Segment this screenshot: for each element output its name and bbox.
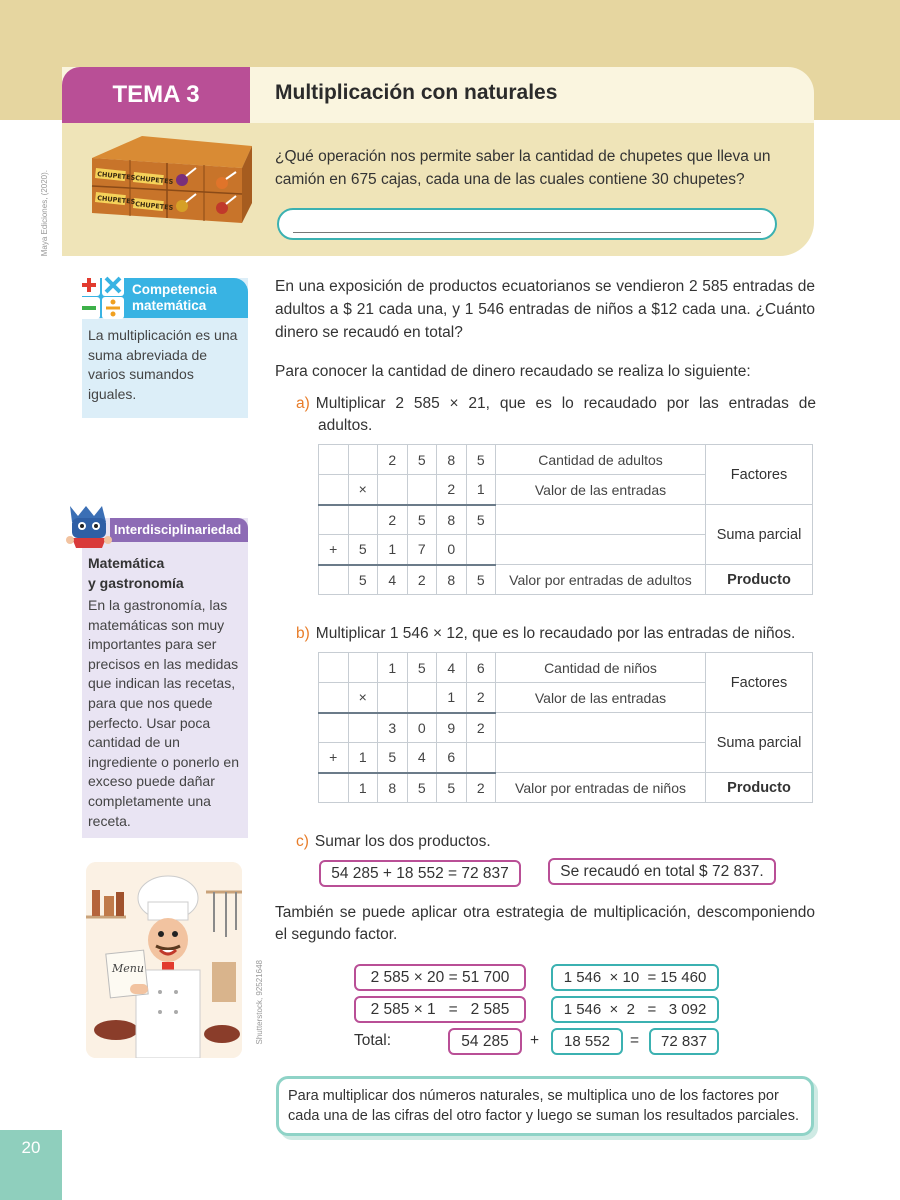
page-title: Multiplicación con naturales <box>275 81 558 104</box>
sum-equation-box: 54 285 + 18 552 = 72 837 <box>319 860 521 887</box>
digit-cell <box>319 653 349 683</box>
step-a-line2: adultos. <box>318 417 373 434</box>
digit-cell: 8 <box>437 505 467 535</box>
step-b-text: Multiplicar 1 546 × 12, que es lo recaudado por las entradas de niños. <box>315 625 796 642</box>
digit-cell <box>407 475 437 505</box>
digit-cell: 0 <box>407 713 437 743</box>
digit-cell: 5 <box>378 743 408 773</box>
subtitle-line1: Matemática <box>88 555 165 571</box>
digit-cell: 4 <box>407 743 437 773</box>
description-cell <box>496 505 706 535</box>
description-cell: Valor por entradas de adultos <box>496 565 706 595</box>
decomposition-right-1: 1 546 × 10 = 15 460 <box>551 964 719 991</box>
digit-cell: 2 <box>466 683 496 713</box>
digit-cell: 9 <box>437 713 467 743</box>
description-cell <box>496 743 706 773</box>
table-row <box>319 445 813 475</box>
digit-cell: 5 <box>407 773 437 803</box>
step-c <box>296 831 491 853</box>
digit-cell: 1 <box>348 743 378 773</box>
chef-illustration <box>86 862 242 1058</box>
digit-cell: 1 <box>437 683 467 713</box>
multiplication-table-a <box>318 444 813 595</box>
digit-cell: 2 <box>378 445 408 475</box>
digit-cell: 2 <box>378 505 408 535</box>
step-c-letter: c) <box>296 833 309 850</box>
total-ninos-box: 18 552 <box>551 1028 623 1055</box>
description-cell: Valor de las entradas <box>496 475 706 505</box>
digit-cell <box>319 445 349 475</box>
competencia-title-line1: Competencia <box>132 282 217 297</box>
digit-cell: 5 <box>348 565 378 595</box>
digit-cell <box>378 475 408 505</box>
digit-cell: 5 <box>437 773 467 803</box>
interdisciplinariedad-subtitle <box>88 553 238 593</box>
digit-cell <box>466 743 496 773</box>
digit-cell: 1 <box>378 653 408 683</box>
factores-label: Factores <box>706 653 813 713</box>
interdisciplinariedad-title: Interdisciplinariedad <box>114 522 242 537</box>
total-label: Total: <box>354 1032 392 1049</box>
box-label: CHUPETES <box>134 174 174 186</box>
digit-cell <box>319 475 349 505</box>
digit-cell <box>407 683 437 713</box>
digit-cell <box>319 565 349 595</box>
plus-sign: + <box>530 1032 540 1049</box>
decomposition-right-2: 1 546 × 2 = 3 092 <box>551 996 719 1023</box>
digit-cell: × <box>348 683 378 713</box>
digit-cell: 5 <box>466 565 496 595</box>
digit-cell: 5 <box>466 445 496 475</box>
multiplication-table-b <box>318 652 813 803</box>
competencia-title-line2: matemática <box>132 298 207 313</box>
subtitle-line2: y gastronomía <box>88 575 184 591</box>
producto-label: Producto <box>706 773 813 803</box>
page-number: 20 <box>21 1138 41 1157</box>
digit-cell <box>466 535 496 565</box>
digit-cell <box>348 445 378 475</box>
table-row <box>319 713 813 743</box>
competencia-text: La multiplicación es una suma abreviada de varios sumandos iguales. <box>88 327 238 402</box>
digit-cell: 8 <box>437 445 467 475</box>
lead-text: Para conocer la cantidad de dinero recaudado se realiza lo siguiente: <box>275 363 751 380</box>
suma-parcial-label: Suma parcial <box>706 505 813 565</box>
digit-cell: 2 <box>466 713 496 743</box>
digit-cell: × <box>348 475 378 505</box>
digit-cell: 8 <box>378 773 408 803</box>
digit-cell: + <box>319 743 349 773</box>
step-c-text: Sumar los dos productos. <box>314 833 491 850</box>
description-cell: Cantidad de niños <box>496 653 706 683</box>
book-mascot-icon <box>64 502 114 552</box>
digit-cell: 2 <box>466 773 496 803</box>
digit-cell: 1 <box>378 535 408 565</box>
table-row <box>319 653 813 683</box>
table-row <box>319 565 813 595</box>
digit-cell: 1 <box>348 773 378 803</box>
digit-cell <box>348 653 378 683</box>
rule-text: Para multiplicar dos números naturales, se multiplica uno de los factores por cada una de las cifras del otro factor y luego se suman los resultados parciales. <box>288 1088 799 1124</box>
table-row <box>319 773 813 803</box>
digit-cell: 5 <box>407 505 437 535</box>
description-cell <box>496 535 706 565</box>
math-operations-icon <box>76 272 128 320</box>
box-label: CHUPETES <box>96 170 136 182</box>
equals-sign: = <box>630 1032 640 1049</box>
image-credit: Maya Ediciones, (2020). <box>40 170 49 257</box>
digit-cell: 6 <box>466 653 496 683</box>
digit-cell <box>378 683 408 713</box>
digit-cell <box>319 505 349 535</box>
sum-result-box: Se recaudó en total $ 72 837. <box>548 858 776 885</box>
problem-statement: En una exposición de productos ecuatorianos se vendieron 2 585 entradas de adultos a $ 21 cada una, y 1 546 entradas de niños a $12 cada una. ¿Cuánto dinero se recaudó en total? <box>275 278 815 341</box>
description-cell: Valor de las entradas <box>496 683 706 713</box>
digit-cell: 8 <box>437 565 467 595</box>
description-cell <box>496 713 706 743</box>
digit-cell <box>319 683 349 713</box>
factores-label: Factores <box>706 445 813 505</box>
answer-field[interactable] <box>277 208 777 240</box>
digit-cell <box>319 773 349 803</box>
table-row <box>319 505 813 535</box>
digit-cell: + <box>319 535 349 565</box>
digit-cell: 7 <box>407 535 437 565</box>
interdisciplinariedad-text: En la gastronomía, las matemáticas son muy importantes para ser precisos en las medidas que indican las recetas, para que nos quede perfecto. Usar poca cantidad de un ingrediente o ponerlo en exceso puede dañar completamente una receta. <box>88 597 240 829</box>
digit-cell: 5 <box>407 653 437 683</box>
menu-text: Menu <box>112 962 144 975</box>
step-a <box>296 393 816 437</box>
alt-strategy-text: También se puede aplicar otra estrategia de multiplicación, descomponiendo el segundo factor. <box>275 904 815 943</box>
digit-cell: 5 <box>407 445 437 475</box>
image-credit: Shutterstock, 92521648 <box>255 960 264 1045</box>
step-a-line1: Multiplicar 2 585 × 21, que es lo recaudado por las entradas de <box>315 395 816 412</box>
digit-cell: 3 <box>378 713 408 743</box>
digit-cell <box>348 505 378 535</box>
digit-cell: 1 <box>466 475 496 505</box>
decomposition-left-1: 2 585 × 20 = 51 700 <box>354 964 526 991</box>
total-adultos-box: 54 285 <box>448 1028 522 1055</box>
step-a-letter: a) <box>296 395 310 412</box>
digit-cell: 4 <box>378 565 408 595</box>
step-b-letter: b) <box>296 625 310 642</box>
digit-cell: 6 <box>437 743 467 773</box>
total-result-box: 72 837 <box>649 1028 719 1055</box>
topic-tag: TEMA 3 <box>62 67 250 123</box>
intro-question: ¿Qué operación nos permite saber la cantidad de chupetes que lleva un camión en 675 cajas, cada una de las cuales contiene 30 chupetes? <box>275 148 771 188</box>
digit-cell <box>348 713 378 743</box>
candy-boxes-illustration <box>82 128 254 228</box>
digit-cell: 4 <box>437 653 467 683</box>
digit-cell: 2 <box>437 475 467 505</box>
decomposition-left-2: 2 585 × 1 = 2 585 <box>354 996 526 1023</box>
description-cell: Valor por entradas de niños <box>496 773 706 803</box>
digit-cell: 5 <box>348 535 378 565</box>
step-b <box>296 623 795 645</box>
digit-cell: 0 <box>437 535 467 565</box>
box-label: CHUPETES <box>96 194 136 206</box>
producto-label: Producto <box>706 565 813 595</box>
digit-cell: 5 <box>466 505 496 535</box>
suma-parcial-label: Suma parcial <box>706 713 813 773</box>
digit-cell <box>319 713 349 743</box>
digit-cell: 2 <box>407 565 437 595</box>
description-cell: Cantidad de adultos <box>496 445 706 475</box>
box-label: CHUPETES <box>134 200 174 212</box>
competencia-title <box>132 282 217 314</box>
chef-drawing <box>86 862 242 1058</box>
